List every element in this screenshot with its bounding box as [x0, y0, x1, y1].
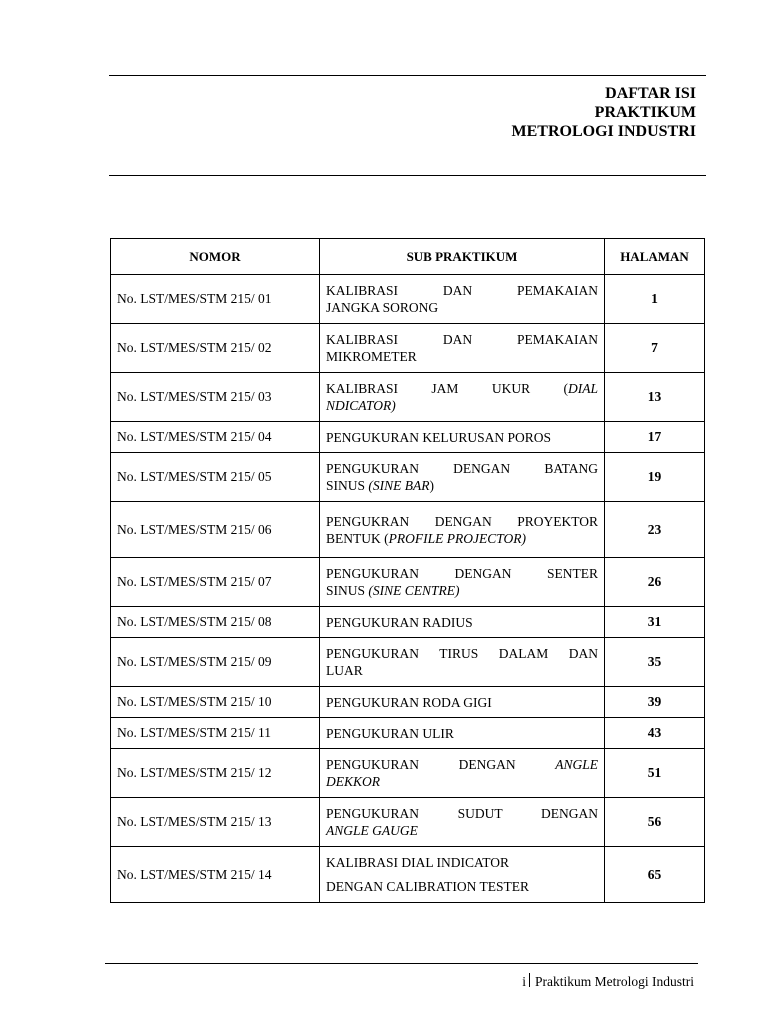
sub-text: PENGUKURAN RADIUS [326, 614, 473, 630]
row-nomor: No. LST/MES/STM 215/ 06 [111, 502, 320, 558]
row-sub-praktikum [320, 453, 605, 502]
column-header-halaman: HALAMAN [605, 239, 705, 275]
title-line-2: PRAKTIKUM [594, 104, 696, 121]
sub-text: KALIBRASI DAN PEMAKAIAN [326, 332, 598, 347]
row-nomor: No. LST/MES/STM 215/ 11 [111, 718, 320, 749]
row-nomor: No. LST/MES/STM 215/ 02 [111, 324, 320, 373]
sub-text: LUAR [326, 663, 363, 678]
row-sub-praktikum [320, 324, 605, 373]
table-row [111, 687, 705, 718]
row-nomor: No. LST/MES/STM 215/ 01 [111, 275, 320, 324]
sub-text: PENGUKRAN DENGAN PROYEKTOR [326, 513, 598, 529]
table-row [111, 324, 705, 373]
row-nomor: No. LST/MES/STM 215/ 07 [111, 558, 320, 607]
row-sub-praktikum [320, 798, 605, 847]
table-row [111, 502, 705, 558]
row-sub-praktikum [320, 422, 605, 453]
row-nomor: No. LST/MES/STM 215/ 04 [111, 422, 320, 453]
table-row [111, 275, 705, 324]
row-sub-praktikum [320, 847, 605, 903]
footer-rule [105, 963, 698, 964]
table-row [111, 847, 705, 903]
row-halaman: 13 [605, 373, 705, 422]
row-halaman: 23 [605, 502, 705, 558]
table-row [111, 638, 705, 687]
table-row [111, 373, 705, 422]
row-halaman: 43 [605, 718, 705, 749]
row-halaman: 1 [605, 275, 705, 324]
sub-text: PENGUKURAN DENGAN ANGLE [326, 757, 598, 772]
sub-text: SINUS (SINE BAR) [326, 478, 434, 493]
row-sub-praktikum [320, 607, 605, 638]
row-sub-praktikum [320, 749, 605, 798]
title-line-3: METROLOGI INDUSTRI [511, 123, 696, 140]
row-halaman: 51 [605, 749, 705, 798]
row-halaman: 56 [605, 798, 705, 847]
sub-text-italic: NDICATOR) [326, 398, 396, 413]
row-halaman: 35 [605, 638, 705, 687]
table-row [111, 749, 705, 798]
row-halaman: 65 [605, 847, 705, 903]
sub-text: PENGUKURAN TIRUS DALAM DAN [326, 646, 598, 661]
table-row [111, 607, 705, 638]
row-nomor: No. LST/MES/STM 215/ 10 [111, 687, 320, 718]
footer-separator [529, 973, 530, 987]
row-nomor: No. LST/MES/STM 215/ 14 [111, 847, 320, 903]
table-row [111, 798, 705, 847]
row-sub-praktikum [320, 718, 605, 749]
table-header-row [111, 239, 705, 275]
sub-text: KALIBRASI DIAL INDICATOR [326, 854, 509, 870]
sub-text: PENGUKURAN ULIR [326, 725, 454, 741]
sub-text: BENTUK (PROFILE PROJECTOR) [326, 530, 526, 546]
row-halaman: 39 [605, 687, 705, 718]
row-sub-praktikum [320, 558, 605, 607]
table-row [111, 718, 705, 749]
sub-text: PENGUKURAN SUDUT DENGAN [326, 806, 598, 821]
sub-text-italic: ANGLE GAUGE [326, 823, 418, 838]
sub-text: DENGAN CALIBRATION TESTER [326, 878, 529, 894]
column-header-nomor: NOMOR [111, 239, 320, 275]
title-line-1: DAFTAR ISI [605, 85, 696, 102]
row-nomor: No. LST/MES/STM 215/ 08 [111, 607, 320, 638]
row-nomor: No. LST/MES/STM 215/ 13 [111, 798, 320, 847]
row-halaman: 19 [605, 453, 705, 502]
row-sub-praktikum [320, 638, 605, 687]
row-sub-praktikum [320, 275, 605, 324]
table-row [111, 558, 705, 607]
row-halaman: 17 [605, 422, 705, 453]
sub-text: PENGUKURAN DENGAN SENTER [326, 566, 598, 581]
top-rule [109, 75, 706, 76]
page-footer [522, 973, 694, 990]
row-sub-praktikum [320, 502, 605, 558]
sub-text: JANGKA SORONG [326, 300, 439, 315]
sub-text: MIKROMETER [326, 349, 417, 364]
row-sub-praktikum [320, 687, 605, 718]
sub-text: SINUS (SINE CENTRE) [326, 583, 460, 598]
sub-text-italic: DEKKOR [326, 774, 380, 789]
row-nomor: No. LST/MES/STM 215/ 05 [111, 453, 320, 502]
row-sub-praktikum [320, 373, 605, 422]
sub-text: PENGUKURAN KELURUSAN POROS [326, 429, 552, 445]
sub-text: KALIBRASI JAM UKUR (DIAL [326, 381, 598, 396]
column-header-sub-praktikum: SUB PRAKTIKUM [320, 239, 605, 275]
header-bottom-rule [109, 175, 706, 176]
sub-text: PENGUKURAN RODA GIGI [326, 694, 492, 710]
row-nomor: No. LST/MES/STM 215/ 12 [111, 749, 320, 798]
row-nomor: No. LST/MES/STM 215/ 03 [111, 373, 320, 422]
document-title [512, 84, 696, 141]
row-halaman: 7 [605, 324, 705, 373]
sub-text: PENGUKURAN DENGAN BATANG [326, 461, 598, 476]
row-halaman: 26 [605, 558, 705, 607]
footer-label: Praktikum Metrologi Industri [535, 974, 694, 989]
page-number: i [522, 974, 526, 989]
table-of-contents [110, 238, 705, 903]
sub-text: KALIBRASI DAN PEMAKAIAN [326, 283, 598, 298]
table-row [111, 453, 705, 502]
row-nomor: No. LST/MES/STM 215/ 09 [111, 638, 320, 687]
row-halaman: 31 [605, 607, 705, 638]
table-row [111, 422, 705, 453]
